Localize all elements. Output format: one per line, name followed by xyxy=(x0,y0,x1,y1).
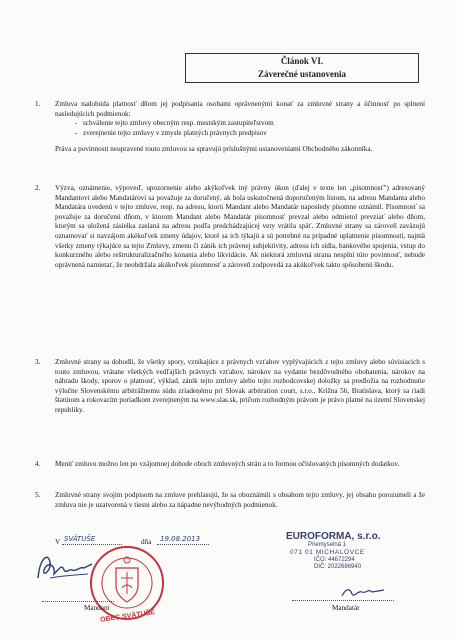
mandatar-label: Mandatár xyxy=(332,604,360,612)
section-number: 4. xyxy=(35,460,41,468)
date-label: dňa xyxy=(141,538,152,546)
section-text-2: Práva a povinnosti neupravené touto zmluvou sa spravujú príslušnými ustanoveniami Obchodného zákonníka. xyxy=(55,145,373,154)
company-dic: DIČ: 2022686940 xyxy=(314,564,362,570)
article-number: Článok VI. xyxy=(280,56,324,66)
section-text: Výzva, oznámenie, výpoveď, upozornenie alebo akýkoľvek iný právny úkon (ďalej v texte len „písomnosť") adresovaný Mandantovi alebo Mandatárovi sa považuje za doručený, ak bola uskutočnená doporučeným listom, na adresu Mandanta alebo Mandatára uvedenú v tejto zmluve, resp. na adresu, ktorú Mandant alebo Mandatár naposledy písomne oznámil. Písomnosť sa považuje za doručenú dňom, v ktorom Mandant alebo Mandatár písomnosť prevzal alebo odmietol prevziať alebo dňom, ktorým sa uložená zásielka zaslaná na adresu podľa predchádzajúcej vety vrátila späť. Zmluvné strany sa zároveň zaväzujú oznamovať si navzájom akékoľvek zmeny údajov, ktoré sa ich týkajú a sú potrebné na prípadné uplatnenie písomností, najmä všetky zmeny týkajúce sa tejto Zmluvy, zmenu či zánik ich právnej subjektivity, adresu ich sídla, bankového spojenia, vstup do konkurzného alebo reštrukturalizačného konania alebo likvidácie. Ak niektorá zmluvná strana nesplní túto povinnosť, nebude oprávnená namietať, že neobdržala akúkoľvek písomnosť a zároveň zodpovedá za akúkoľvek takto spôsobenú škodu. xyxy=(55,184,425,269)
municipal-stamp-text: OBEC SVÄTUŠE xyxy=(99,609,156,624)
company-name: EUROFORMA, s.r.o. xyxy=(286,531,381,542)
bullet-item: - zverejnenie tejto zmluvy v zmysle platných právnych predpisov xyxy=(75,128,267,137)
date-handwritten: 19.08.2013 xyxy=(160,535,201,543)
company-street: Priemyselná 1 xyxy=(308,542,347,548)
mandant-signature-line xyxy=(42,601,114,602)
place-handwritten: SVÄTUŠE xyxy=(64,535,96,543)
mandatar-signature-line xyxy=(292,600,394,601)
section-number: 5. xyxy=(35,491,41,499)
place-prefix: V xyxy=(55,538,61,546)
section-text: Zmluvné strany sa dohodli, že všetky spory, vznikajúce z právnych vzťahov vyplývajúcich z tejto zmluvy alebo súvisiacich s touto zmluvou, vrátane všetkých vedľajších právnych vzťahov, nárokov na vydanie bezdôvodného obohatenia, nárokov na náhradu škody, sporov o platnosť, výklad, zánik tejto zmluvy alebo tejto rozhodcovskej doložky sa predložia na rozhodnutie výlučne Slovenskému arbitrážnemu súdu zriadenému pri Slovak arbitration court, s.r.o., Križna 56, Bratislava, ktorý sa riadi štatútom a rokovacím poriadkom zverejneným na www.slas.sk, pričom rozhodným právom je právo platné na území Slovenskej republiky. xyxy=(55,358,425,414)
article-title: Záverečné ustanovenia xyxy=(257,69,347,79)
bullet-item: - schválenie tejto zmluvy obecným resp. mestským zastupiteľstvom xyxy=(75,119,274,128)
section-number: 1. xyxy=(35,100,41,108)
company-stamp xyxy=(286,531,406,571)
mandant-label: Mandant xyxy=(84,604,110,612)
section-number: 2. xyxy=(35,184,41,192)
section-text: Zmluva nadobúda platnosť dňom jej podpísania osobami oprávnenými konať za zmluvné strany a účinnosť po splnení nasledujúcich podmienok: xyxy=(55,100,425,118)
section-number: 3. xyxy=(35,358,41,366)
section-text: Meniť zmluvu možno len po vzájomnej dohode oboch zmluvných strán a to formou očíslovaných písomných dodatkov. xyxy=(55,460,400,468)
section-text: Zmluvné strany svojim podpisom na zmluve prehlasujú, že sa oboznámili s obsahom tejto zmluvy, jej obsahu porozumeli a že zmluva nie je uzatvorená v tiesni alebo za nápadne nevýhodných podmienok. xyxy=(55,491,425,509)
company-city: 071 01 MICHALOVCE xyxy=(290,549,365,556)
mandatar-signature-icon xyxy=(338,582,388,602)
company-ico: IČO: 44672294 xyxy=(314,557,355,563)
